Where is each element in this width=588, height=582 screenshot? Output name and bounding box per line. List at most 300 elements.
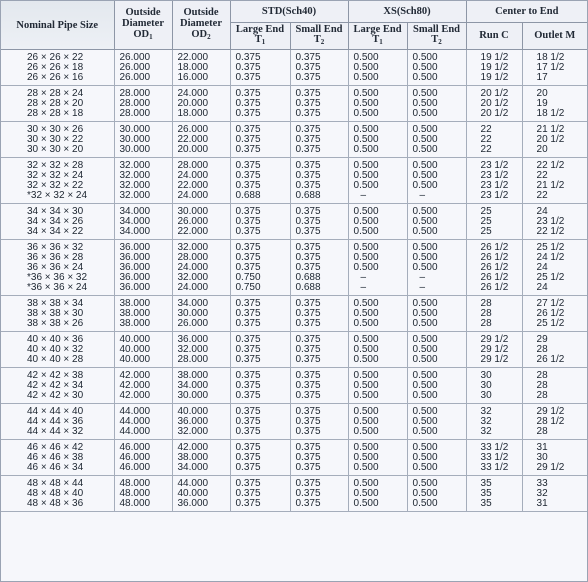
cell-xs-large-end: 0.500 bbox=[348, 427, 407, 440]
header-xs-small-end bbox=[407, 23, 466, 50]
cell-od2: 40.000 bbox=[172, 404, 230, 418]
cell-size: 40 × 40 × 28 bbox=[1, 355, 114, 368]
cell-outlet: 25 1/2 bbox=[536, 272, 565, 283]
cell-xs-small-end: 0.500 bbox=[407, 63, 466, 73]
cell-xs-small-end: 0.500 bbox=[407, 453, 466, 463]
cell-std-large-end: 0.375 bbox=[230, 332, 290, 346]
cell-od2: 22.000 bbox=[172, 135, 230, 145]
cell-outlet: 22 bbox=[522, 191, 587, 204]
cell-xs-small-end: 0.500 bbox=[407, 181, 466, 191]
header-std-small-end-text: Small End T bbox=[295, 24, 343, 45]
cell-outlet: 19 bbox=[536, 98, 548, 109]
cell-od2: 36.000 bbox=[172, 499, 230, 512]
cell-xs-large-end: 0.500 bbox=[348, 391, 407, 404]
cell-std-large-end: 0.375 bbox=[230, 227, 290, 240]
table-row bbox=[1, 332, 587, 346]
cell-od2: 28.000 bbox=[172, 355, 230, 368]
cell-std-small-end: 0.688 bbox=[290, 283, 348, 296]
cell-xs-large-end: – bbox=[348, 283, 407, 296]
cell-od1: 40.000 bbox=[114, 355, 172, 368]
cell-size: 28 × 28 × 18 bbox=[1, 109, 114, 122]
cell-std-large-end: 0.688 bbox=[230, 191, 290, 204]
cell-od2: 24.000 bbox=[172, 283, 230, 296]
table-row bbox=[1, 240, 587, 254]
cell-run: 20 1/2 bbox=[466, 99, 522, 109]
table-row bbox=[1, 73, 587, 86]
cell-std-small-end: 0.688 bbox=[290, 273, 348, 283]
cell-run: 20 1/2 bbox=[466, 109, 522, 122]
table-row bbox=[1, 158, 587, 172]
cell-std-large-end: 0.375 bbox=[230, 181, 290, 191]
cell-std-large-end: 0.375 bbox=[230, 368, 290, 382]
cell-size: 36 × 36 × 32 bbox=[1, 240, 114, 254]
cell-xs-large-end: 0.500 bbox=[348, 368, 407, 382]
cell-size: 36 × 36 × 24 bbox=[1, 263, 114, 273]
cell-run: 26 1/2 bbox=[466, 263, 522, 273]
cell-od1: 38.000 bbox=[114, 296, 172, 310]
cell-std-small-end: 0.375 bbox=[290, 309, 348, 319]
header-std-large-end-sub: 1 bbox=[261, 38, 266, 46]
cell-outlet: 25 1/2 bbox=[536, 242, 565, 253]
cell-od1: 26.000 bbox=[114, 63, 172, 73]
cell-xs-large-end: 0.500 bbox=[348, 263, 407, 273]
cell-std-small-end: 0.375 bbox=[290, 145, 348, 158]
cell-run: 35 bbox=[466, 489, 522, 499]
cell-outlet: 26 1/2 bbox=[522, 355, 587, 368]
cell-std-large-end: 0.375 bbox=[230, 499, 290, 512]
cell-std-large-end: 0.375 bbox=[230, 171, 290, 181]
table-row bbox=[1, 381, 587, 391]
table-row bbox=[1, 309, 587, 319]
cell-xs-small-end: 0.500 bbox=[407, 309, 466, 319]
cell-size: 30 × 30 × 22 bbox=[1, 135, 114, 145]
cell-xs-large-end: 0.500 bbox=[348, 404, 407, 418]
cell-outlet: 28 bbox=[522, 427, 587, 440]
cell-std-large-end: 0.375 bbox=[230, 319, 290, 332]
cell-outlet: 23 1/2 bbox=[536, 216, 565, 227]
cell-od2: 30.000 bbox=[172, 309, 230, 319]
cell-od1: 28.000 bbox=[114, 109, 172, 122]
cell-od1: 32.000 bbox=[114, 191, 172, 204]
cell-od1: 48.000 bbox=[114, 489, 172, 499]
cell-size: 26 × 26 × 22 bbox=[1, 50, 114, 64]
cell-std-small-end: 0.375 bbox=[290, 50, 348, 64]
cell-od2: 24.000 bbox=[172, 263, 230, 273]
cell-xs-large-end: 0.500 bbox=[348, 86, 407, 100]
cell-std-small-end: 0.375 bbox=[290, 391, 348, 404]
cell-size: 42 × 42 × 30 bbox=[1, 391, 114, 404]
cell-xs-large-end: 0.500 bbox=[348, 217, 407, 227]
cell-std-large-end: 0.375 bbox=[230, 463, 290, 476]
cell-size: 28 × 28 × 24 bbox=[1, 86, 114, 100]
cell-std-large-end: 0.375 bbox=[230, 135, 290, 145]
cell-od2: 38.000 bbox=[172, 453, 230, 463]
header-xs-group: XS(Sch80) bbox=[348, 1, 466, 23]
cell-xs-large-end: 0.500 bbox=[348, 158, 407, 172]
cell-outlet: 17 bbox=[522, 73, 587, 86]
cell-std-small-end: 0.375 bbox=[290, 476, 348, 490]
cell-run: 30 bbox=[466, 391, 522, 404]
header-outside-diameter-od2 bbox=[172, 1, 230, 50]
cell-xs-small-end: 0.500 bbox=[407, 427, 466, 440]
cell-od2: 34.000 bbox=[172, 381, 230, 391]
cell-xs-small-end: 0.500 bbox=[407, 391, 466, 404]
cell-std-large-end: 0.375 bbox=[230, 109, 290, 122]
cell-outlet: 24 bbox=[536, 206, 548, 217]
cell-od2: 26.000 bbox=[172, 319, 230, 332]
cell-std-small-end: 0.375 bbox=[290, 368, 348, 382]
cell-od1: 34.000 bbox=[114, 204, 172, 218]
table-row bbox=[1, 86, 587, 100]
cell-xs-small-end: 0.500 bbox=[407, 171, 466, 181]
cell-od1: 42.000 bbox=[114, 391, 172, 404]
cell-std-large-end: 0.375 bbox=[230, 453, 290, 463]
cell-std-large-end: 0.375 bbox=[230, 86, 290, 100]
header-std-large-end-text: Large End T bbox=[235, 24, 285, 45]
cell-xs-small-end: 0.500 bbox=[407, 381, 466, 391]
cell-xs-small-end: 0.500 bbox=[407, 253, 466, 263]
header-std-large-end bbox=[230, 23, 290, 50]
cell-outlet: 29 1/2 bbox=[536, 406, 565, 417]
cell-od2: 22.000 bbox=[172, 50, 230, 64]
cell-outlet: 29 1/2 bbox=[522, 463, 587, 476]
cell-std-small-end: 0.375 bbox=[290, 122, 348, 136]
table-row bbox=[1, 319, 587, 332]
cell-xs-large-end: 0.500 bbox=[348, 204, 407, 218]
header-od1-sub: 1 bbox=[149, 33, 153, 41]
cell-outlet: 25 1/2 bbox=[522, 319, 587, 332]
cell-std-small-end: 0.375 bbox=[290, 63, 348, 73]
cell-run: 22 bbox=[466, 135, 522, 145]
cell-std-small-end: 0.375 bbox=[290, 158, 348, 172]
cell-od1: 28.000 bbox=[114, 99, 172, 109]
table-header bbox=[1, 1, 587, 50]
cell-od2: 32.000 bbox=[172, 240, 230, 254]
table-row bbox=[1, 204, 587, 218]
cell-xs-small-end: 0.500 bbox=[407, 50, 466, 64]
cell-run: 35 bbox=[466, 499, 522, 512]
cell-outlet: 30 bbox=[536, 452, 548, 463]
cell-outlet: 18 1/2 bbox=[522, 109, 587, 122]
cell-outlet: 31 bbox=[536, 442, 548, 453]
cell-od1: 36.000 bbox=[114, 253, 172, 263]
cell-std-large-end: 0.375 bbox=[230, 99, 290, 109]
cell-xs-large-end: 0.500 bbox=[348, 463, 407, 476]
cell-od1: 48.000 bbox=[114, 476, 172, 490]
cell-xs-large-end: 0.500 bbox=[348, 319, 407, 332]
cell-size: *36 × 36 × 32 bbox=[1, 273, 114, 283]
cell-od2: 34.000 bbox=[172, 296, 230, 310]
table-body bbox=[1, 50, 587, 512]
cell-od2: 22.000 bbox=[172, 227, 230, 240]
cell-xs-large-end: 0.500 bbox=[348, 332, 407, 346]
cell-run: 25 bbox=[466, 217, 522, 227]
cell-std-small-end: 0.688 bbox=[290, 191, 348, 204]
header-std-small-end-sub: 2 bbox=[320, 38, 325, 46]
cell-std-small-end: 0.375 bbox=[290, 417, 348, 427]
cell-od1: 36.000 bbox=[114, 240, 172, 254]
cell-std-small-end: 0.375 bbox=[290, 453, 348, 463]
cell-od1: 42.000 bbox=[114, 368, 172, 382]
cell-size: 38 × 38 × 30 bbox=[1, 309, 114, 319]
cell-run: 19 1/2 bbox=[466, 50, 522, 64]
cell-size: 48 × 48 × 36 bbox=[1, 499, 114, 512]
cell-outlet: 28 bbox=[536, 370, 548, 381]
cell-od1: 44.000 bbox=[114, 417, 172, 427]
table-row bbox=[1, 355, 587, 368]
cell-size: 38 × 38 × 34 bbox=[1, 296, 114, 310]
cell-size: 44 × 44 × 36 bbox=[1, 417, 114, 427]
cell-outlet: 22 1/2 bbox=[522, 227, 587, 240]
cell-size: 34 × 34 × 26 bbox=[1, 217, 114, 227]
cell-std-small-end: 0.375 bbox=[290, 86, 348, 100]
cell-std-large-end: 0.375 bbox=[230, 489, 290, 499]
cell-run: 28 bbox=[466, 319, 522, 332]
cell-outlet: 21 1/2 bbox=[536, 180, 565, 191]
cell-xs-large-end: 0.500 bbox=[348, 381, 407, 391]
table-row bbox=[1, 391, 587, 404]
cell-od2: 32.000 bbox=[172, 273, 230, 283]
cell-size: 26 × 26 × 16 bbox=[1, 73, 114, 86]
cell-od1: 36.000 bbox=[114, 283, 172, 296]
cell-size: 32 × 32 × 22 bbox=[1, 181, 114, 191]
cell-outlet: 28 1/2 bbox=[536, 416, 565, 427]
cell-xs-large-end: 0.500 bbox=[348, 50, 407, 64]
cell-std-small-end: 0.375 bbox=[290, 73, 348, 86]
cell-od2: 30.000 bbox=[172, 391, 230, 404]
cell-xs-small-end: 0.500 bbox=[407, 73, 466, 86]
cell-od1: 44.000 bbox=[114, 404, 172, 418]
cell-od2: 18.000 bbox=[172, 63, 230, 73]
cell-outlet: 20 bbox=[522, 145, 587, 158]
cell-std-large-end: 0.375 bbox=[230, 440, 290, 454]
cell-xs-large-end: 0.500 bbox=[348, 240, 407, 254]
cell-run: 23 1/2 bbox=[466, 181, 522, 191]
cell-xs-small-end: 0.500 bbox=[407, 332, 466, 346]
cell-std-large-end: 0.375 bbox=[230, 296, 290, 310]
cell-od2: 44.000 bbox=[172, 476, 230, 490]
cell-od2: 36.000 bbox=[172, 417, 230, 427]
table-row bbox=[1, 191, 587, 204]
cell-xs-small-end: 0.500 bbox=[407, 355, 466, 368]
cell-xs-large-end: – bbox=[348, 273, 407, 283]
header-nominal-pipe-size: Nominal Pipe Size bbox=[1, 1, 114, 50]
cell-std-small-end: 0.375 bbox=[290, 345, 348, 355]
cell-size: 36 × 36 × 28 bbox=[1, 253, 114, 263]
header-xs-small-end-sub: 2 bbox=[438, 38, 442, 46]
header-outside-diameter-od1 bbox=[114, 1, 172, 50]
cell-std-large-end: 0.375 bbox=[230, 145, 290, 158]
cell-std-large-end: 0.375 bbox=[230, 73, 290, 86]
cell-xs-large-end: 0.500 bbox=[348, 122, 407, 136]
cell-xs-large-end: 0.500 bbox=[348, 309, 407, 319]
cell-od2: 30.000 bbox=[172, 204, 230, 218]
cell-od1: 28.000 bbox=[114, 86, 172, 100]
cell-od2: 32.000 bbox=[172, 345, 230, 355]
cell-std-large-end: 0.375 bbox=[230, 309, 290, 319]
header-od2-text: Outside Diameter OD bbox=[180, 7, 222, 40]
cell-size: 32 × 32 × 24 bbox=[1, 171, 114, 181]
cell-size: *36 × 36 × 24 bbox=[1, 283, 114, 296]
cell-run: 25 bbox=[466, 204, 522, 218]
cell-xs-small-end: – bbox=[407, 273, 466, 283]
header-run-c: Run C bbox=[466, 23, 522, 50]
cell-xs-small-end: 0.500 bbox=[407, 489, 466, 499]
cell-outlet: 28 bbox=[522, 391, 587, 404]
cell-outlet: 20 bbox=[536, 88, 548, 99]
cell-run: 33 1/2 bbox=[466, 453, 522, 463]
cell-od2: 22.000 bbox=[172, 181, 230, 191]
cell-std-large-end: 0.375 bbox=[230, 122, 290, 136]
cell-xs-small-end: 0.500 bbox=[407, 227, 466, 240]
cell-od1: 40.000 bbox=[114, 345, 172, 355]
cell-od1: 40.000 bbox=[114, 332, 172, 346]
cell-run: 22 bbox=[466, 145, 522, 158]
cell-run: 29 1/2 bbox=[466, 355, 522, 368]
cell-std-small-end: 0.375 bbox=[290, 135, 348, 145]
table-row bbox=[1, 122, 587, 136]
cell-outlet: 28 bbox=[536, 380, 548, 391]
cell-std-small-end: 0.375 bbox=[290, 171, 348, 181]
cell-run: 20 1/2 bbox=[466, 86, 522, 100]
cell-std-large-end: 0.375 bbox=[230, 263, 290, 273]
cell-std-large-end: 0.750 bbox=[230, 273, 290, 283]
cell-xs-small-end: 0.500 bbox=[407, 158, 466, 172]
cell-xs-small-end: 0.500 bbox=[407, 204, 466, 218]
table-row bbox=[1, 50, 587, 64]
cell-xs-small-end: 0.500 bbox=[407, 319, 466, 332]
table-row bbox=[1, 417, 587, 427]
cell-xs-small-end: 0.500 bbox=[407, 476, 466, 490]
cell-outlet: 31 bbox=[522, 499, 587, 512]
cell-outlet: 28 bbox=[536, 344, 548, 355]
table-row bbox=[1, 463, 587, 476]
cell-size: 30 × 30 × 26 bbox=[1, 122, 114, 136]
cell-run: 33 1/2 bbox=[466, 463, 522, 476]
cell-xs-large-end: 0.500 bbox=[348, 63, 407, 73]
table-row bbox=[1, 227, 587, 240]
cell-size: 40 × 40 × 36 bbox=[1, 332, 114, 346]
table-row bbox=[1, 217, 587, 227]
cell-od1: 34.000 bbox=[114, 217, 172, 227]
cell-xs-small-end: 0.500 bbox=[407, 463, 466, 476]
cell-std-large-end: 0.375 bbox=[230, 427, 290, 440]
cell-std-large-end: 0.375 bbox=[230, 391, 290, 404]
cell-size: 44 × 44 × 40 bbox=[1, 404, 114, 418]
cell-outlet: 33 bbox=[536, 478, 548, 489]
cell-od2: 36.000 bbox=[172, 332, 230, 346]
cell-outlet: 17 1/2 bbox=[536, 62, 565, 73]
cell-std-large-end: 0.375 bbox=[230, 204, 290, 218]
cell-std-small-end: 0.375 bbox=[290, 404, 348, 418]
cell-outlet: 20 1/2 bbox=[536, 134, 565, 145]
cell-od2: 28.000 bbox=[172, 158, 230, 172]
cell-size: 48 × 48 × 44 bbox=[1, 476, 114, 490]
cell-od1: 30.000 bbox=[114, 122, 172, 136]
cell-xs-small-end: 0.500 bbox=[407, 440, 466, 454]
table-row bbox=[1, 499, 587, 512]
cell-od2: 16.000 bbox=[172, 73, 230, 86]
cell-run: 32 bbox=[466, 404, 522, 418]
cell-xs-small-end: 0.500 bbox=[407, 122, 466, 136]
header-outlet-m: Outlet M bbox=[522, 23, 587, 50]
cell-std-small-end: 0.375 bbox=[290, 253, 348, 263]
cell-xs-small-end: 0.500 bbox=[407, 296, 466, 310]
cell-size: 48 × 48 × 40 bbox=[1, 489, 114, 499]
cell-run: 23 1/2 bbox=[466, 171, 522, 181]
cell-std-large-end: 0.375 bbox=[230, 158, 290, 172]
table-row bbox=[1, 404, 587, 418]
cell-std-small-end: 0.375 bbox=[290, 296, 348, 310]
cell-xs-large-end: 0.500 bbox=[348, 476, 407, 490]
cell-xs-large-end: 0.500 bbox=[348, 99, 407, 109]
cell-run: 26 1/2 bbox=[466, 253, 522, 263]
cell-od1: 32.000 bbox=[114, 171, 172, 181]
cell-od2: 24.000 bbox=[172, 86, 230, 100]
header-std-group: STD(Sch40) bbox=[230, 1, 348, 23]
cell-xs-small-end: 0.500 bbox=[407, 86, 466, 100]
reducing-tee-dimension-table bbox=[1, 1, 587, 512]
cell-run: 30 bbox=[466, 381, 522, 391]
cell-std-large-end: 0.375 bbox=[230, 217, 290, 227]
cell-od2: 20.000 bbox=[172, 99, 230, 109]
cell-xs-small-end: – bbox=[407, 283, 466, 296]
cell-outlet: 18 1/2 bbox=[536, 52, 565, 63]
cell-size: 30 × 30 × 20 bbox=[1, 145, 114, 158]
cell-run: 33 1/2 bbox=[466, 440, 522, 454]
cell-std-small-end: 0.375 bbox=[290, 427, 348, 440]
cell-outlet: 24 bbox=[536, 262, 548, 273]
cell-xs-small-end: 0.500 bbox=[407, 99, 466, 109]
cell-od2: 20.000 bbox=[172, 145, 230, 158]
cell-xs-large-end: – bbox=[348, 191, 407, 204]
cell-xs-large-end: 0.500 bbox=[348, 135, 407, 145]
cell-outlet: 29 bbox=[536, 334, 548, 345]
cell-std-large-end: 0.750 bbox=[230, 283, 290, 296]
cell-xs-large-end: 0.500 bbox=[348, 109, 407, 122]
cell-od2: 26.000 bbox=[172, 122, 230, 136]
cell-size: 38 × 38 × 26 bbox=[1, 319, 114, 332]
cell-od1: 34.000 bbox=[114, 227, 172, 240]
cell-std-small-end: 0.375 bbox=[290, 217, 348, 227]
cell-xs-large-end: 0.500 bbox=[348, 417, 407, 427]
cell-size: 42 × 42 × 38 bbox=[1, 368, 114, 382]
cell-size: 46 × 46 × 42 bbox=[1, 440, 114, 454]
cell-xs-small-end: 0.500 bbox=[407, 217, 466, 227]
table-row bbox=[1, 296, 587, 310]
table-row bbox=[1, 427, 587, 440]
cell-std-small-end: 0.375 bbox=[290, 181, 348, 191]
header-od2-sub: 2 bbox=[207, 33, 211, 41]
cell-run: 29 1/2 bbox=[466, 332, 522, 346]
cell-od2: 24.000 bbox=[172, 171, 230, 181]
cell-std-large-end: 0.375 bbox=[230, 63, 290, 73]
cell-xs-small-end: 0.500 bbox=[407, 417, 466, 427]
cell-outlet: 24 bbox=[522, 283, 587, 296]
cell-run: 35 bbox=[466, 476, 522, 490]
cell-xs-small-end: 0.500 bbox=[407, 135, 466, 145]
header-xs-large-end-text: Large End T bbox=[353, 24, 402, 45]
cell-run: 28 bbox=[466, 296, 522, 310]
cell-size: 46 × 46 × 34 bbox=[1, 463, 114, 476]
cell-std-large-end: 0.375 bbox=[230, 50, 290, 64]
cell-size: 34 × 34 × 22 bbox=[1, 227, 114, 240]
cell-od1: 36.000 bbox=[114, 263, 172, 273]
cell-od1: 46.000 bbox=[114, 440, 172, 454]
cell-size: 42 × 42 × 34 bbox=[1, 381, 114, 391]
cell-std-small-end: 0.375 bbox=[290, 489, 348, 499]
cell-od1: 30.000 bbox=[114, 145, 172, 158]
